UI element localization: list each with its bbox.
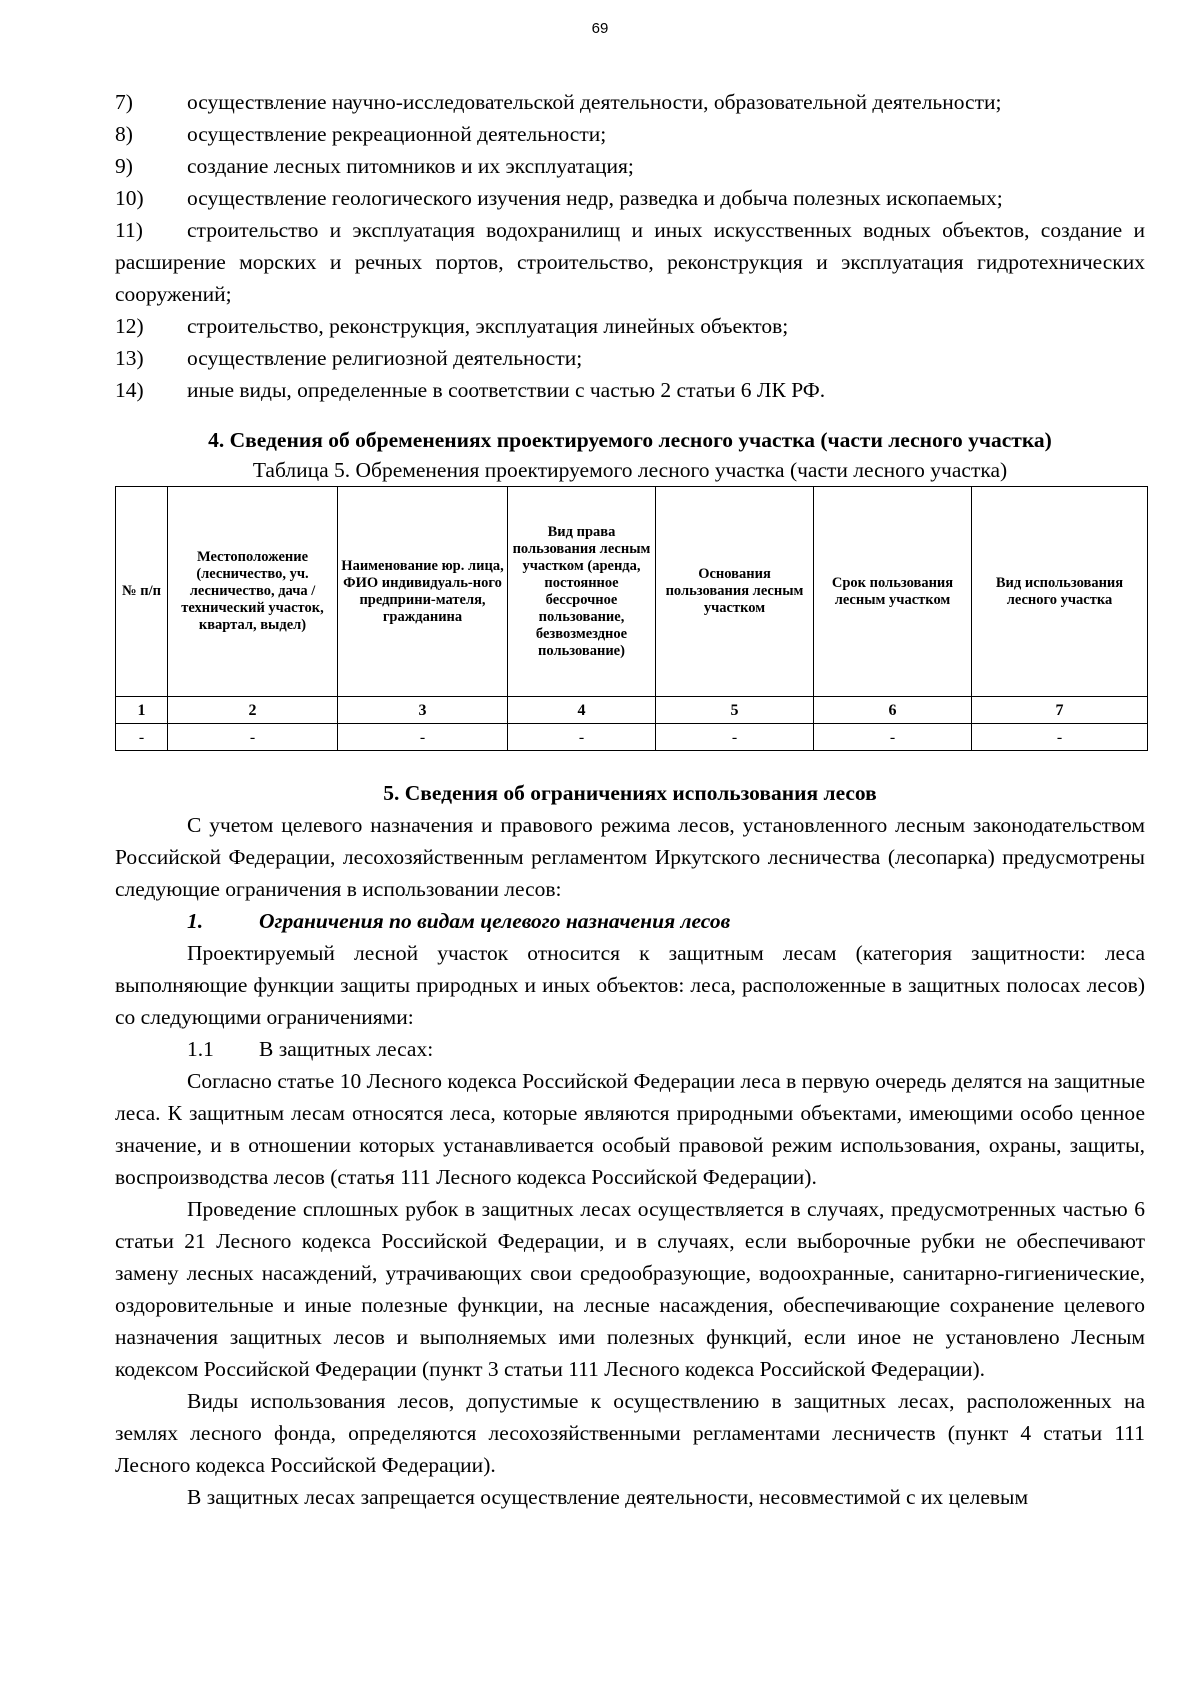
table-cell: 7 [972, 697, 1148, 724]
column-header: Местоположение (лесничество, уч. лесничество, дача / технический участок, квартал, выдел) [168, 487, 338, 697]
subsection-number: 1.1 [187, 1037, 214, 1061]
list-item-text: осуществление научно-исследовательской деятельности, образовательной деятельности; [187, 90, 1002, 114]
list-item [115, 342, 1145, 374]
subsection-title: Ограничения по видам целевого назначения лесов [259, 909, 731, 933]
subsection-1-1-heading [115, 1033, 1145, 1065]
document-body [115, 86, 1145, 1513]
list-item-number: 7) [115, 90, 133, 114]
list-item-number: 10) [115, 186, 144, 210]
encumbrances-table [115, 486, 1148, 751]
list-item [115, 374, 1145, 406]
paragraph: Проектируемый лесной участок относится к защитным лесам (категория защитности: леса выполняющие функции защиты природных и иных объектов: леса, расположенные в защитных полосах лесов) со следующими ограничениями: [115, 941, 1145, 1029]
table-cell: 3 [338, 697, 508, 724]
intro-paragraph: С учетом целевого назначения и правового режима лесов, установленного лесным законодательством Российской Федерации, лесохозяйственным регламентом Иркутского лесничества (лесопарка) предусмотрены следующие ограничения в использовании лесов: [115, 813, 1145, 901]
paragraph: В защитных лесах запрещается осуществление деятельности, несовместимой с их целевым [187, 1485, 1029, 1509]
list-item-text: создание лесных питомников и их эксплуатация; [187, 154, 634, 178]
list-item [115, 150, 1145, 182]
column-header: № п/п [116, 487, 168, 697]
section-5-heading: 5. Сведения об ограничениях использования лесов [383, 781, 877, 805]
table-caption: Таблица 5. Обременения проектируемого лесного участка (части лесного участка) [252, 458, 1008, 482]
column-header: Срок пользования лесным участком [814, 487, 972, 697]
table-index-row [116, 697, 1148, 724]
table-cell: - [116, 724, 168, 751]
paragraph: Виды использования лесов, допустимые к осуществлению в защитных лесах, расположенных на землях лесного фонда, определяются лесохозяйственными регламентами лесничеств (пункт 4 статьи 111 Лесного кодекса Российской Федерации). [115, 1389, 1145, 1477]
list-item-text: строительство и эксплуатация водохранилищ и иных искусственных водных объектов, создание и расширение морских и речных портов, строительство, реконструкция и эксплуатация гидротехнических сооружений; [115, 218, 1145, 306]
list-item-number: 14) [115, 378, 144, 402]
column-header: Вид использования лесного участка [972, 487, 1148, 697]
list-item-number: 9) [115, 154, 133, 178]
list-item [115, 214, 1145, 310]
column-header: Основания пользования лесным участком [656, 487, 814, 697]
paragraph: Согласно статье 10 Лесного кодекса Российской Федерации леса в первую очередь делятся на защитные леса. К защитным лесам относятся леса, которые являются природными объектами, имеющими особо ценное значение, и в отношении которых устанавливается особый правовой режим использования, охраны, защиты, воспроизводства лесов (статья 111 Лесного кодекса Российской Федерации). [115, 1069, 1145, 1189]
paragraph: Проведение сплошных рубок в защитных лесах осуществляется в случаях, предусмотренных частью 6 статьи 21 Лесного кодекса Российской Федерации, и в случаях, если выборочные рубки не обеспечивают замену лесных насаждений, утрачивающих свои средообразующие, водоохранные, санитарно-гигиенические, оздоровительные и иные полезные функции, на лесные насаждения, обеспечивающие сохранение целевого назначения защитных лесов и выполняемых ими полезных функций, если иное не установлено Лесным кодексом Российской Федерации (пункт 3 статьи 111 Лесного кодекса Российской Федерации). [115, 1197, 1145, 1381]
column-header: Вид права пользования лесным участком (аренда, постоянное бессрочное пользование, безвозмездное пользование) [508, 487, 656, 697]
page-number: 69 [591, 20, 609, 37]
table-cell: - [168, 724, 338, 751]
list-item-text: иные виды, определенные в соответствии с частью 2 статьи 6 ЛК РФ. [187, 378, 826, 402]
table-cell: 6 [814, 697, 972, 724]
list-item-number: 13) [115, 346, 144, 370]
subsection-number: 1. [187, 909, 204, 933]
list-item [115, 86, 1145, 118]
table-row [116, 724, 1148, 751]
subsection-title: В защитных лесах: [259, 1037, 434, 1061]
list-item-text: строительство, реконструкция, эксплуатация линейных объектов; [187, 314, 789, 338]
table-cell: - [338, 724, 508, 751]
section-4-heading: 4. Сведения об обременениях проектируемого лесного участка (части лесного участка) [208, 428, 1052, 452]
list-item [115, 310, 1145, 342]
table-cell: 1 [116, 697, 168, 724]
table-cell: - [656, 724, 814, 751]
table-cell: - [972, 724, 1148, 751]
table-cell: - [508, 724, 656, 751]
table-cell: 4 [508, 697, 656, 724]
list-item-text: осуществление геологического изучения недр, разведка и добыча полезных ископаемых; [187, 186, 1003, 210]
list-item [115, 182, 1145, 214]
list-item-text: осуществление религиозной деятельности; [187, 346, 583, 370]
subsection-1-heading [115, 905, 1145, 937]
table-cell: 5 [656, 697, 814, 724]
activity-list [115, 86, 1145, 406]
table-cell: 2 [168, 697, 338, 724]
list-item [115, 118, 1145, 150]
list-item-number: 11) [115, 218, 143, 242]
list-item-number: 8) [115, 122, 133, 146]
list-item-number: 12) [115, 314, 144, 338]
table-header-row [116, 487, 1148, 697]
list-item-text: осуществление рекреационной деятельности; [187, 122, 607, 146]
table-cell: - [814, 724, 972, 751]
column-header: Наименование юр. лица, ФИО индивидуаль-ного предприни-мателя, гражданина [338, 487, 508, 697]
